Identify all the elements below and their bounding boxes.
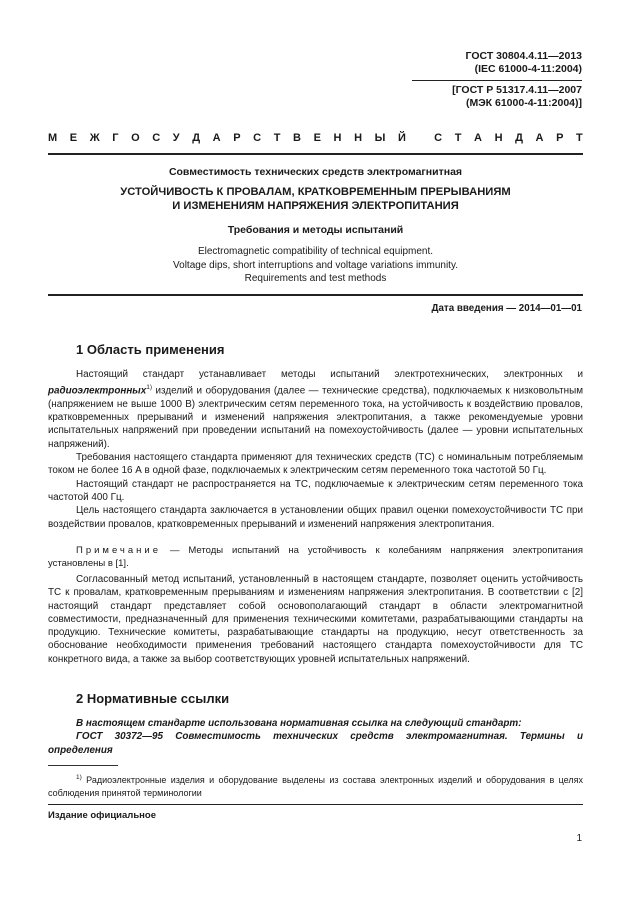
footnote-text: Радиоэлектронные изделия и оборудование выделены из состава электронных изделий и оборудования в целях соблюдения принятой терминологии xyxy=(48,775,583,798)
paragraph: Требования настоящего стандарта применяют для технических средств (ТС) с номинальным потребляемым током не более 16 А в одной фазе, подключаемых к электрическим сетям переменного тока частотой 50 Гц. xyxy=(48,452,583,477)
banner-letter: Т xyxy=(454,132,462,144)
section-2-heading: 2 Нормативные ссылки xyxy=(76,691,230,706)
section-1-body xyxy=(48,368,583,531)
emphasis: радиоэлектронных xyxy=(48,385,147,397)
banner-letter: Н xyxy=(333,132,342,144)
title-line-2: И ИЗМЕНЕНИЯМ НАПРЯЖЕНИЯ ЭЛЕКТРОПИТАНИЯ xyxy=(172,200,459,212)
standard-number: ГОСТ 30804.4.11—2013 xyxy=(465,50,582,62)
banner-letter: Е xyxy=(313,132,321,144)
interstate-standard-banner xyxy=(48,132,583,144)
replaced-standard xyxy=(412,84,582,110)
banner-letter: О xyxy=(131,132,140,144)
banner-letter: Р xyxy=(233,132,241,144)
standard-designation xyxy=(412,50,582,81)
page-number: 1 xyxy=(576,833,582,844)
note-label: Примечание xyxy=(76,545,161,556)
english-title xyxy=(48,245,583,286)
banner-letter: А xyxy=(535,132,544,144)
english-title-line-3: Requirements and test methods xyxy=(244,273,387,284)
footnote xyxy=(48,771,583,800)
paragraph: Согласованный метод испытаний, установленный в настоящем стандарте, позволяет оценить устойчивость ТС к провалам, кратковременным прерываниям и изменениям напряжения электропитания. В соответствии с [2] настоящий стандарт представляет собой основополагающий стандарт в области электромагнитной совместимости, предназначенный для применения техническими комитетами, разрабатывающими стандарты на продукцию. Технические комитеты, разрабатывающие стандарты на продукцию, несут ответственность за обоснование необходимости применения требований настоящего стандарта помехоустойчивости для ТС конкретного вида, а также за выбор соответствующих уровней испытательных напряжений. xyxy=(48,574,583,665)
standard-iec-number: (IEC 61000-4-11:2004) xyxy=(474,63,582,75)
banner-letter: Е xyxy=(69,132,78,144)
banner-letter: Т xyxy=(576,132,583,144)
document-title xyxy=(48,185,583,213)
note xyxy=(48,544,583,570)
title-rule xyxy=(48,294,583,296)
banner-letter: Н xyxy=(494,132,503,144)
english-title-line-1: Electromagnetic compatibility of technical equipment. xyxy=(197,246,434,257)
banner-letter: Й xyxy=(397,132,406,144)
header-rule xyxy=(48,153,583,155)
banner-letter: Ж xyxy=(89,132,100,144)
section-1-body-continued xyxy=(48,573,583,666)
official-edition-label: Издание официальное xyxy=(48,810,156,821)
requirements-subtitle: Требования и методы испытаний xyxy=(227,224,404,236)
section-1-heading: 1 Область применения xyxy=(76,342,225,357)
paragraph: ГОСТ 30372—95 Совместимость технических средств электромагнитная. Термины и определения xyxy=(48,731,583,756)
replaced-standard-iec: (МЭК 61000-4-11:2004)] xyxy=(465,97,582,109)
banner-letter: Т xyxy=(273,132,281,144)
word-gap xyxy=(418,132,421,144)
banner-letter: Г xyxy=(112,132,119,144)
banner-letter: С xyxy=(434,132,443,144)
banner-letter: А xyxy=(474,132,482,144)
banner-letter: С xyxy=(253,132,262,144)
banner-letter: В xyxy=(293,132,301,144)
banner-letter: У xyxy=(172,132,180,144)
banner-letter: А xyxy=(212,132,221,144)
section-2-body xyxy=(48,717,583,757)
footnote-mark: 1) xyxy=(76,774,82,781)
banner-letter: Н xyxy=(354,132,363,144)
title-line-1: УСТОЙЧИВОСТЬ К ПРОВАЛАМ, КРАТКОВРЕМЕННЫМ ПРЕРЫВАНИЯМ xyxy=(120,186,511,198)
paragraph: Настоящий стандарт не распространяется на ТС, подключаемые к электрическим сетям переменного тока частотой 400 Гц. xyxy=(48,478,583,503)
document-subtitle: Совместимость технических средств электромагнитная xyxy=(168,166,463,178)
banner-letter: Д xyxy=(515,132,523,144)
note-text: — Методы испытаний на устойчивость к колебаниям напряжения электропитания установлены в [1]. xyxy=(48,545,583,569)
banner-letter: Р xyxy=(556,132,564,144)
introduction-date: Дата введения — 2014—01—01 xyxy=(431,303,582,314)
paragraph: Настоящий стандарт устанавливает методы испытаний электротехнических, электронных и радиоэлектронных$^{1)}$ изделий и оборудования (далее — технические средства), подключаемых к низковольтным (напряжением не выше 1000 В) электрическим сетям переменного тока, на устойчивость к воздействию провалов, кратковременных прерываний и изменений напряжения электропитания, а также рекомендуемые уровни испытательных напряжений при проведении испытаний на помехоустойчивость (далее — уровни испытательных напряжений). xyxy=(48,369,583,450)
paragraph: Цель настоящего стандарта заключается в установлении общих правил оценки помехоустойчивости ТС при воздействии провалов, кратковременных прерываний и изменений напряжения электропитания. xyxy=(48,505,583,530)
bottom-rule xyxy=(48,804,583,805)
banner-letter: С xyxy=(152,132,161,144)
paragraph: В настоящем стандарте использована нормативная ссылка на следующий стандарт: xyxy=(76,718,522,729)
banner-letter: Д xyxy=(192,132,201,144)
english-title-line-2: Voltage dips, short interruptions and voltage variations immunity. xyxy=(173,259,458,271)
footnote-ref: 1) xyxy=(146,384,153,392)
banner-letter: М xyxy=(48,132,58,144)
footnote-separator xyxy=(48,765,118,766)
replaced-standard-number: [ГОСТ Р 51317.4.11—2007 xyxy=(452,84,582,96)
banner-letter: Ы xyxy=(374,132,386,144)
